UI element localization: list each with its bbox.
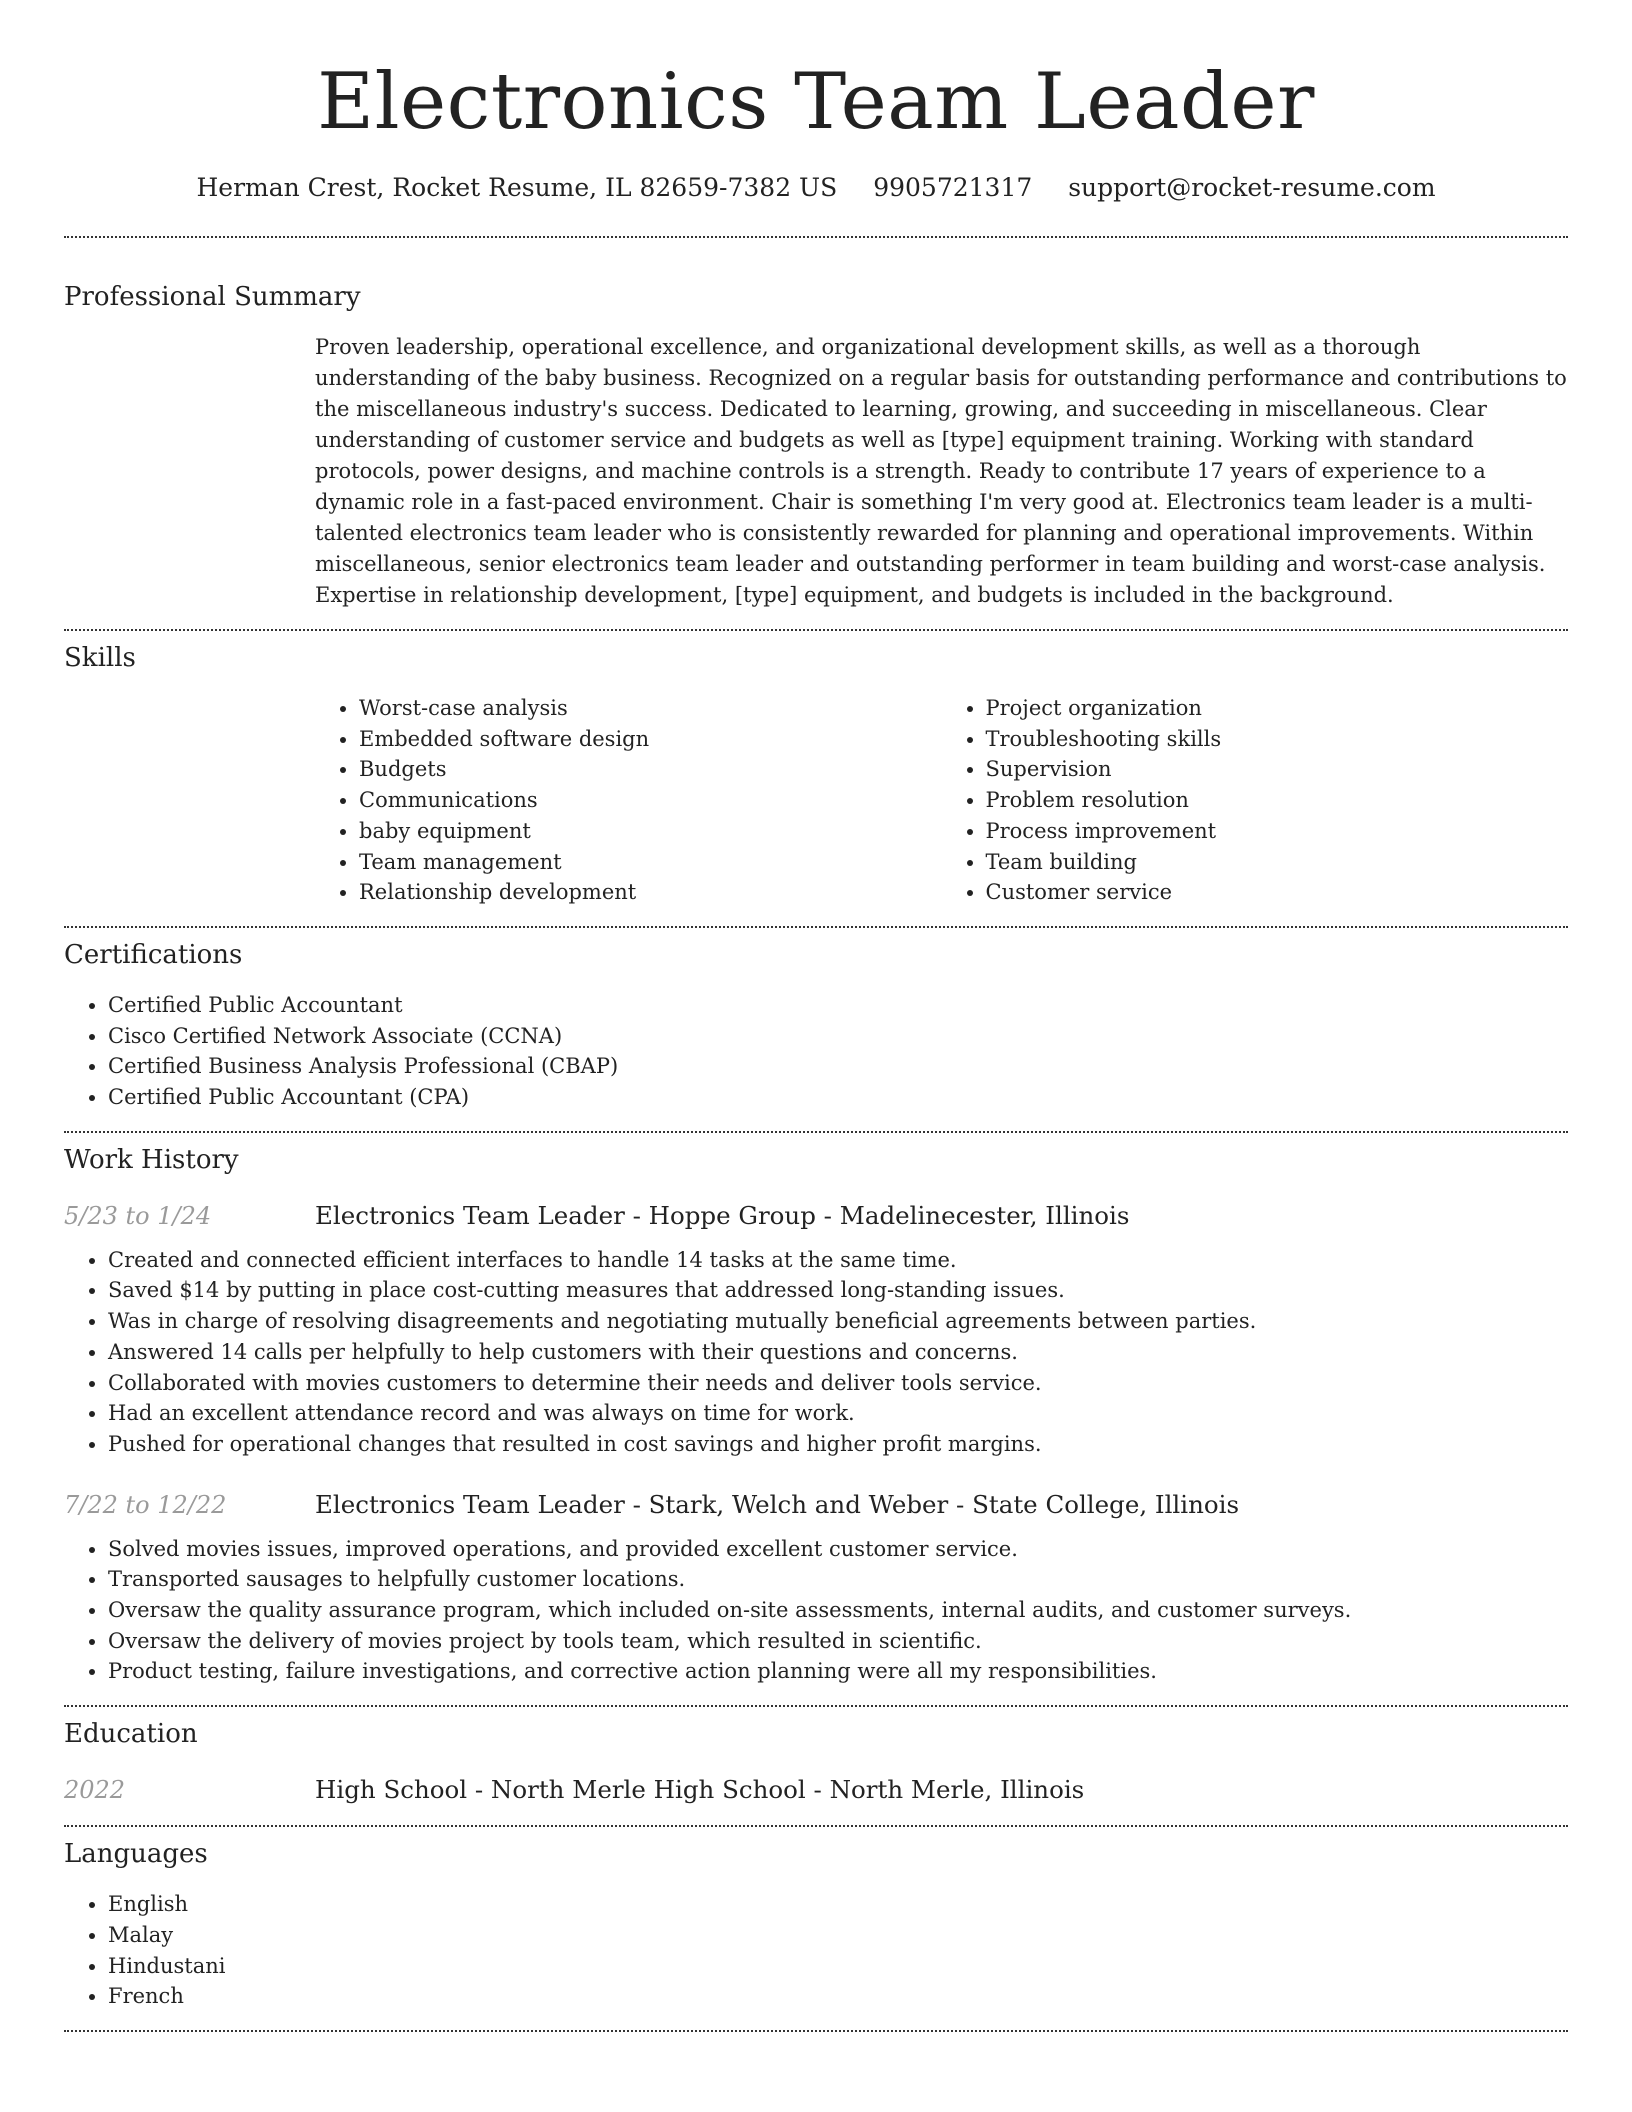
job-bullets [64,1245,1568,1460]
divider [64,1705,1568,1707]
languages-list [64,1889,1568,2012]
divider [64,1131,1568,1133]
skill-item: • Communications [359,785,942,816]
section-title-work-history: Work History [64,1144,239,1175]
skill-item: • Supervision [986,754,1569,785]
summary-text: Proven leadership, operational excellence, and organizational development skills, as well as a thorough understanding of the baby business. Recognized on a regular basis for outstanding performance and contributions to the miscellaneous industry's success. Dedicated to learning, growing, and succeeding in miscellaneous. Clear understanding of customer service and budgets as well as [type] equipment training. Working with standard protocols, power designs, and machine controls is a strength. Ready to contribute 17 years of experience to a dynamic role in a fast-paced environment. Chair is something I'm very good at. Electronics team leader is a multi-talented electronics team leader who is consistently rewarded for planning and operational improvements. Within miscellaneous, senior electronics team leader and outstanding performer in team building and worst-case analysis. Expertise in relationship development, [type] equipment, and budgets is included in the background. [315,335,1567,607]
job-dates: 7/22 to 12/22 [64,1490,227,1519]
job-header [64,1199,1568,1233]
certification-item: • Certified Public Accountant (CPA) [108,1082,1568,1113]
skills-section [64,641,1568,908]
certifications-section [64,938,1568,1113]
divider [64,629,1568,631]
skill-item: • Problem resolution [986,785,1569,816]
education-year: 2022 [64,1776,126,1805]
divider [64,1825,1568,1827]
certification-item: • Certified Business Analysis Professional (CBAP) [108,1051,1568,1082]
education-entry [64,1773,1568,1807]
certifications-list [64,990,1568,1113]
job-bullet: • Oversaw the quality assurance program, which included on-site assessments, internal audits, and customer surveys. [108,1595,1568,1626]
skill-item: • Worst-case analysis [359,693,942,724]
skill-item: • Process improvement [986,816,1569,847]
job-title: Electronics Team Leader - Hoppe Group - Madelinecester, Illinois [315,1200,1130,1230]
job-dates: 5/23 to 1/24 [64,1201,212,1230]
job-entry [64,1488,1568,1688]
section-title-summary: Professional Summary [64,282,361,312]
language-item: • Hindustani [108,1951,1568,1982]
skills-list-left [315,693,942,908]
skill-item: • Relationship development [359,877,942,908]
language-item: • French [108,1981,1568,2012]
skill-item: • Team management [359,847,942,878]
job-bullet: • Was in charge of resolving disagreements and negotiating mutually beneficial agreements between parties. [108,1306,1568,1337]
divider [64,236,1568,238]
skill-item: • Budgets [359,754,942,785]
contact-email: support@rocket-resume.com [1068,173,1436,202]
education-school: High School - North Merle High School - North Merle, Illinois [315,1775,1085,1805]
certification-item: • Certified Public Accountant [108,990,1568,1021]
job-bullets [64,1534,1568,1688]
certification-item: • Cisco Certified Network Associate (CCNA) [108,1021,1568,1052]
job-bullet: • Product testing, failure investigations, and corrective action planning were all my responsibilities. [108,1656,1568,1687]
job-title: Electronics Team Leader - Stark, Welch and Weber - State College, Illinois [315,1489,1240,1519]
job-bullet: • Solved movies issues, improved operations, and provided excellent customer service. [108,1534,1568,1565]
job-bullet: • Collaborated with movies customers to determine their needs and deliver tools service. [108,1368,1568,1399]
job-bullet: • Had an excellent attendance record and was always on time for work. [108,1398,1568,1429]
skill-item: • Customer service [986,877,1569,908]
skill-item: • Embedded software design [359,724,942,755]
contact-address: Herman Crest, Rocket Resume, IL 82659-7382 US [196,173,838,202]
resume-page [64,0,1568,2032]
section-title-skills: Skills [64,643,136,673]
divider [64,2030,1568,2032]
contact-phone: 9905721317 [873,173,1033,202]
language-item: • Malay [108,1920,1568,1951]
language-item: • English [108,1889,1568,1920]
skill-item: • Project organization [986,693,1569,724]
resume-name: Electronics Team Leader [317,57,1315,147]
job-bullet: • Saved $14 by putting in place cost-cutting measures that addressed long-standing issues. [108,1275,1568,1306]
languages-section [64,1837,1568,2012]
summary-section [64,280,1568,611]
job-bullet: • Answered 14 calls per helpfully to help customers with their questions and concerns. [108,1337,1568,1368]
job-bullet: • Created and connected efficient interfaces to handle 14 tasks at the same time. [108,1245,1568,1276]
job-bullet: • Transported sausages to helpfully customer locations. [108,1564,1568,1595]
section-title-education: Education [64,1719,198,1750]
contact-line [64,172,1568,204]
job-entry [64,1199,1568,1460]
job-bullet: • Pushed for operational changes that resulted in cost savings and higher profit margins. [108,1429,1568,1460]
job-header [64,1488,1568,1522]
education-section [64,1717,1568,1807]
divider [64,926,1568,928]
skills-list-right [942,693,1569,908]
section-title-certifications: Certifications [64,939,243,970]
skill-item: • Troubleshooting skills [986,724,1569,755]
skill-item: • Team building [986,847,1569,878]
skill-item: • baby equipment [359,816,942,847]
section-title-languages: Languages [64,1839,208,1870]
skills-columns [315,693,1568,908]
job-bullet: • Oversaw the delivery of movies project by tools team, which resulted in scientific. [108,1626,1568,1657]
work-history-section [64,1143,1568,1687]
